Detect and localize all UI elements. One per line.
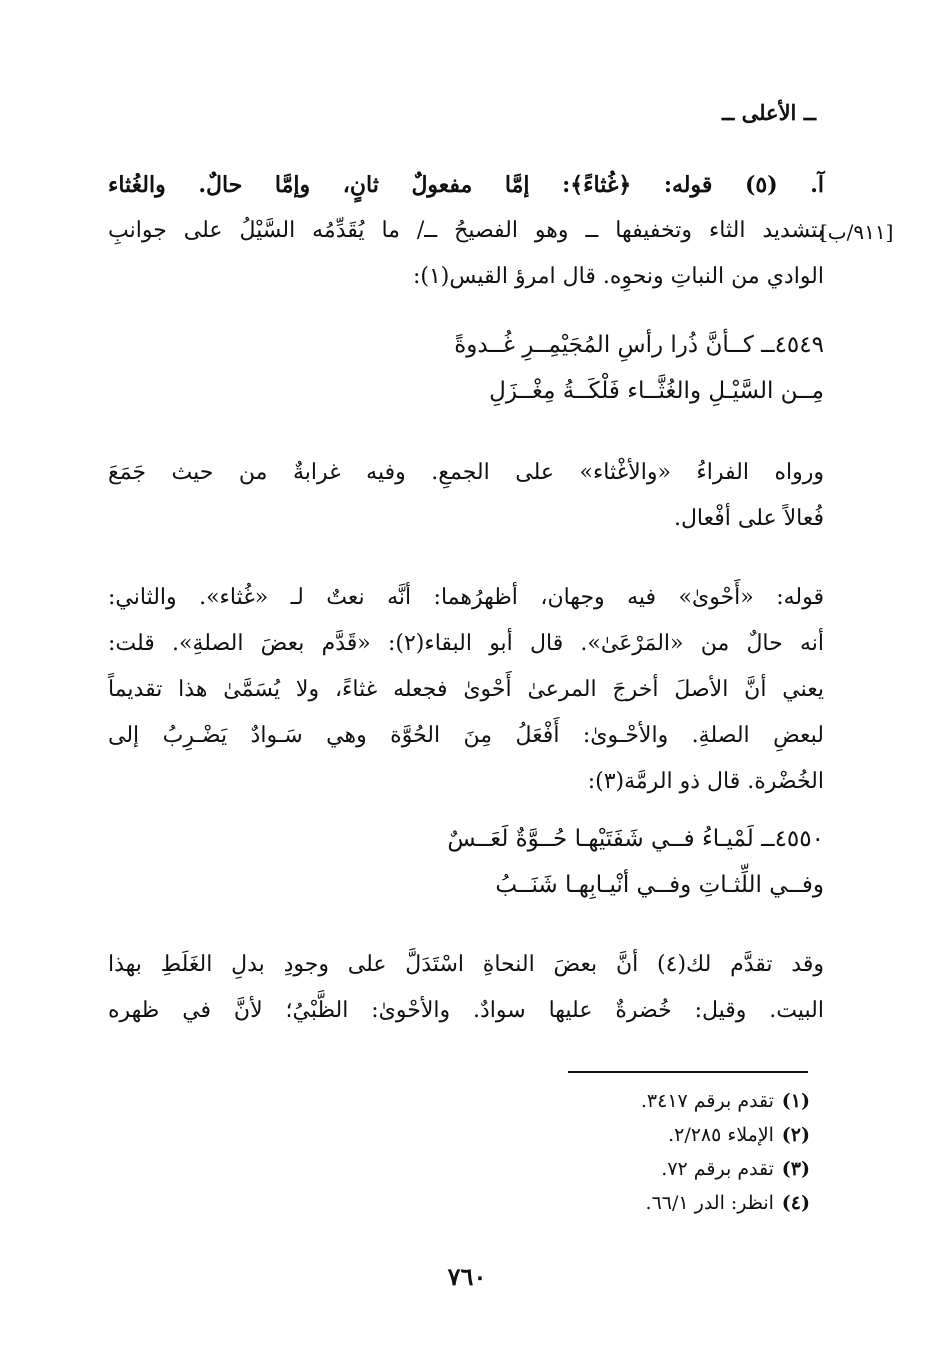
text-line: ورواه الفراءُ «والأغْثاء» على الجمعِ. وفيه غرابةٌ من حيث جَمَعَ	[108, 460, 824, 485]
footnote-text: انظر: الدر ٦٦/١.	[645, 1192, 774, 1214]
text-line: فُعالاً على أفْعال.	[673, 506, 824, 531]
verse-hemistich-1: ٤٥٥٠ــ لَمْيـاءُ فــي شَفَتَيْهـا حُــوَّةٌ لَعَــسٌ	[447, 826, 824, 852]
footnote	[641, 1152, 810, 1186]
footnote-number: (٢)	[781, 1124, 810, 1146]
text-line: البيت. وقيل: خُضرةٌ عليها سوادٌ. والأحْوىٰ: الظَّبْيُ؛ لأنَّ في ظهره	[108, 998, 824, 1023]
footnote-text: الإملاء ٢/٢٨٥.	[668, 1124, 774, 1146]
running-header: ــ الأعلى ــ	[721, 100, 816, 125]
paragraph-2	[108, 450, 824, 542]
verse-4550	[108, 816, 824, 908]
paragraph-1	[108, 162, 824, 300]
footnote-number: (٤)	[781, 1192, 810, 1214]
text-line: بتشديد الثاء وتخفيفها ــ وهو الفصيحُ ــ/ ما يُقَدِّمُه السَّيْلُ على جوانبِ	[108, 218, 824, 243]
footnote-text: تقدم برقم ٣٤١٧.	[640, 1090, 774, 1112]
text-line: لبعضِ الصلةِ. والأحْـوىٰ: أَفْعَلُ مِنَ الحُوَّة وهي سَـوادٌ يَضْـرِبُ إلى	[108, 723, 824, 748]
verse-hemistich-2: مِــن السَّيْـلِ والغُثَّــاء فَلْكَــةُ مِغْــزَلِ	[489, 378, 824, 404]
text-line: قوله: «أَحْوىٰ» فيه وجهان، أظهرُهما: أنَّه نعتٌ لـ «غُثاء». والثاني:	[108, 585, 824, 610]
text-line: آ. (٥) قوله: ﴿غُثاءً﴾: إمَّا مفعولٌ ثانٍ، وإمَّا حالٌ. والغُثاء	[108, 172, 824, 198]
footnote	[641, 1118, 810, 1152]
page-number: ٧٦٠	[447, 1262, 487, 1291]
marginal-folio-note: [٩١١/ب]	[820, 220, 894, 244]
footnote-text: تقدم برقم ٧٢.	[661, 1158, 774, 1180]
footnote-number: (٣)	[781, 1158, 810, 1180]
footnote	[641, 1186, 810, 1220]
footnotes	[641, 1084, 810, 1220]
text-line: الوادي من النباتِ ونحوِه. قال امرؤ القيس(١):	[412, 264, 824, 289]
text-line: يعني أنَّ الأصلَ أخرجَ المرعىٰ أَحْوىٰ فجعله غثاءً، ولا يُسَمَّىٰ هذا تقديماً	[108, 677, 824, 702]
footnote	[641, 1084, 810, 1118]
verse-4549	[108, 322, 824, 414]
text-line: وقد تقدَّم لك(٤) أنَّ بعضَ النحاةِ اسْتَدَلَّ على وجودِ بدلِ الغَلَطِ بهذا	[108, 952, 824, 977]
footnote-number: (١)	[781, 1090, 810, 1112]
paragraph-4	[108, 942, 824, 1034]
text-line: الخُضْرة. قال ذو الرمَّة(٣):	[587, 769, 824, 794]
footnote-divider	[568, 1071, 808, 1073]
verse-hemistich-2: وفــي اللِّثـاتِ وفــي أنْيـابِهـا شَنَــبُ	[495, 872, 824, 898]
paragraph-3	[108, 575, 824, 805]
verse-hemistich-1: ٤٥٤٩ــ كــأنَّ ذُرا رأسِ المُجَيْمِــرِ غُــدوةً	[454, 332, 824, 358]
text-line: أنه حالٌ من «المَرْعَىٰ». قال أبو البقاء(٢): «قَدَّم بعضَ الصلةِ». قلت:	[108, 631, 824, 656]
